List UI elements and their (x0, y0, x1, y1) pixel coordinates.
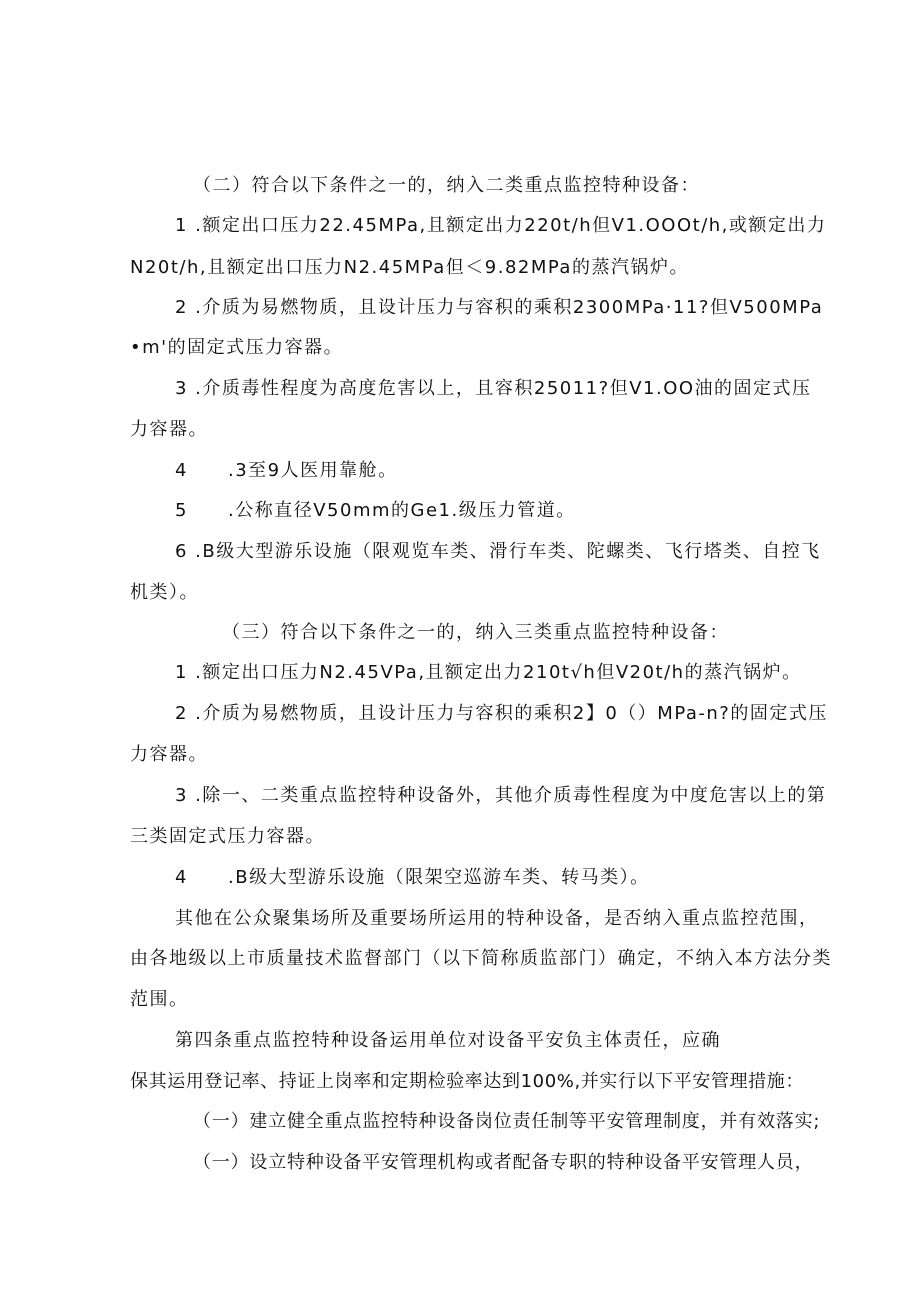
list-item: 3 .介质毒性程度为高度危害以上，且容积25011?但V1.OO油的固定式压 (175, 378, 812, 399)
list-item: 2 .介质为易燃物质，且设计压力与容积的乘积2】0（）MPa-n?的固定式压 (175, 703, 828, 724)
text-line: 范围。 (130, 989, 189, 1010)
list-item-text: .B级大型游乐设施（限架空巡游车类、转马类）。 (228, 867, 650, 888)
text-line: N20t/h,且额定出口压力N2.45MPa但＜9.82MPa的蒸汽锅炉。 (130, 257, 689, 278)
section-heading: （二）符合以下条件之一的，纳入二类重点监控特种设备： (193, 175, 700, 196)
list-item: （一）设立特种设备平安管理机构或者配备专职的特种设备平安管理人员， (193, 1152, 814, 1173)
text-line: 三类固定式压力容器。 (130, 826, 325, 847)
text-line: 力容器。 (130, 419, 208, 440)
text-line: 保其运用登记率、持证上岗率和定期检验率达到100%,并实行以下平安管理措施： (130, 1071, 804, 1092)
text-line: 由各地级以上市质量技术监督部门（以下简称质监部门）确定，不纳入本方法分类 (130, 948, 832, 969)
list-item-text: .3至9人医用靠舱。 (228, 460, 398, 481)
text-line: 机类）。 (130, 582, 199, 603)
list-item: 6 .B级大型游乐设施（限观览车类、滑行车类、陀螺类、飞行塔类、自控飞 (175, 541, 821, 562)
list-item-text: .公称直径V50mm的Ge1.级压力管道。 (228, 500, 576, 521)
article-heading: 第四条重点监控特种设备运用单位对设备平安负主体责任，应确 (175, 1030, 721, 1051)
list-item: 2 .介质为易燃物质，且设计压力与容积的乘积2300MPa·11?但V500MPa (175, 297, 824, 318)
text-line: •m'的固定式压力容器。 (130, 337, 344, 358)
list-item: 1 .额定出口压力22.45MPa,且额定出力220t/h但V1.OOOt/h,或额定出力 (175, 215, 827, 236)
text-line: 力容器。 (130, 744, 208, 765)
section-heading: （三）符合以下条件之一的，纳入三类重点监控特种设备： (222, 622, 729, 643)
list-item: 1 .额定出口压力N2.45VPa,且额定出力210t√h但V20t/h的蒸汽锅炉。 (175, 662, 802, 683)
list-item-number: 5 (175, 500, 188, 521)
list-item-number: 4 (175, 867, 188, 888)
paragraph-line: 其他在公众聚集场所及重要场所运用的特种设备，是否纳入重点监控范围， (175, 908, 819, 929)
list-item: （一）建立健全重点监控特种设备岗位责任制等平安管理制度，并有效落实; (193, 1111, 821, 1132)
list-item-number: 4 (175, 460, 188, 481)
list-item: 3 .除一、二类重点监控特种设备外，其他介质毒性程度为中度危害以上的第 (175, 785, 827, 806)
